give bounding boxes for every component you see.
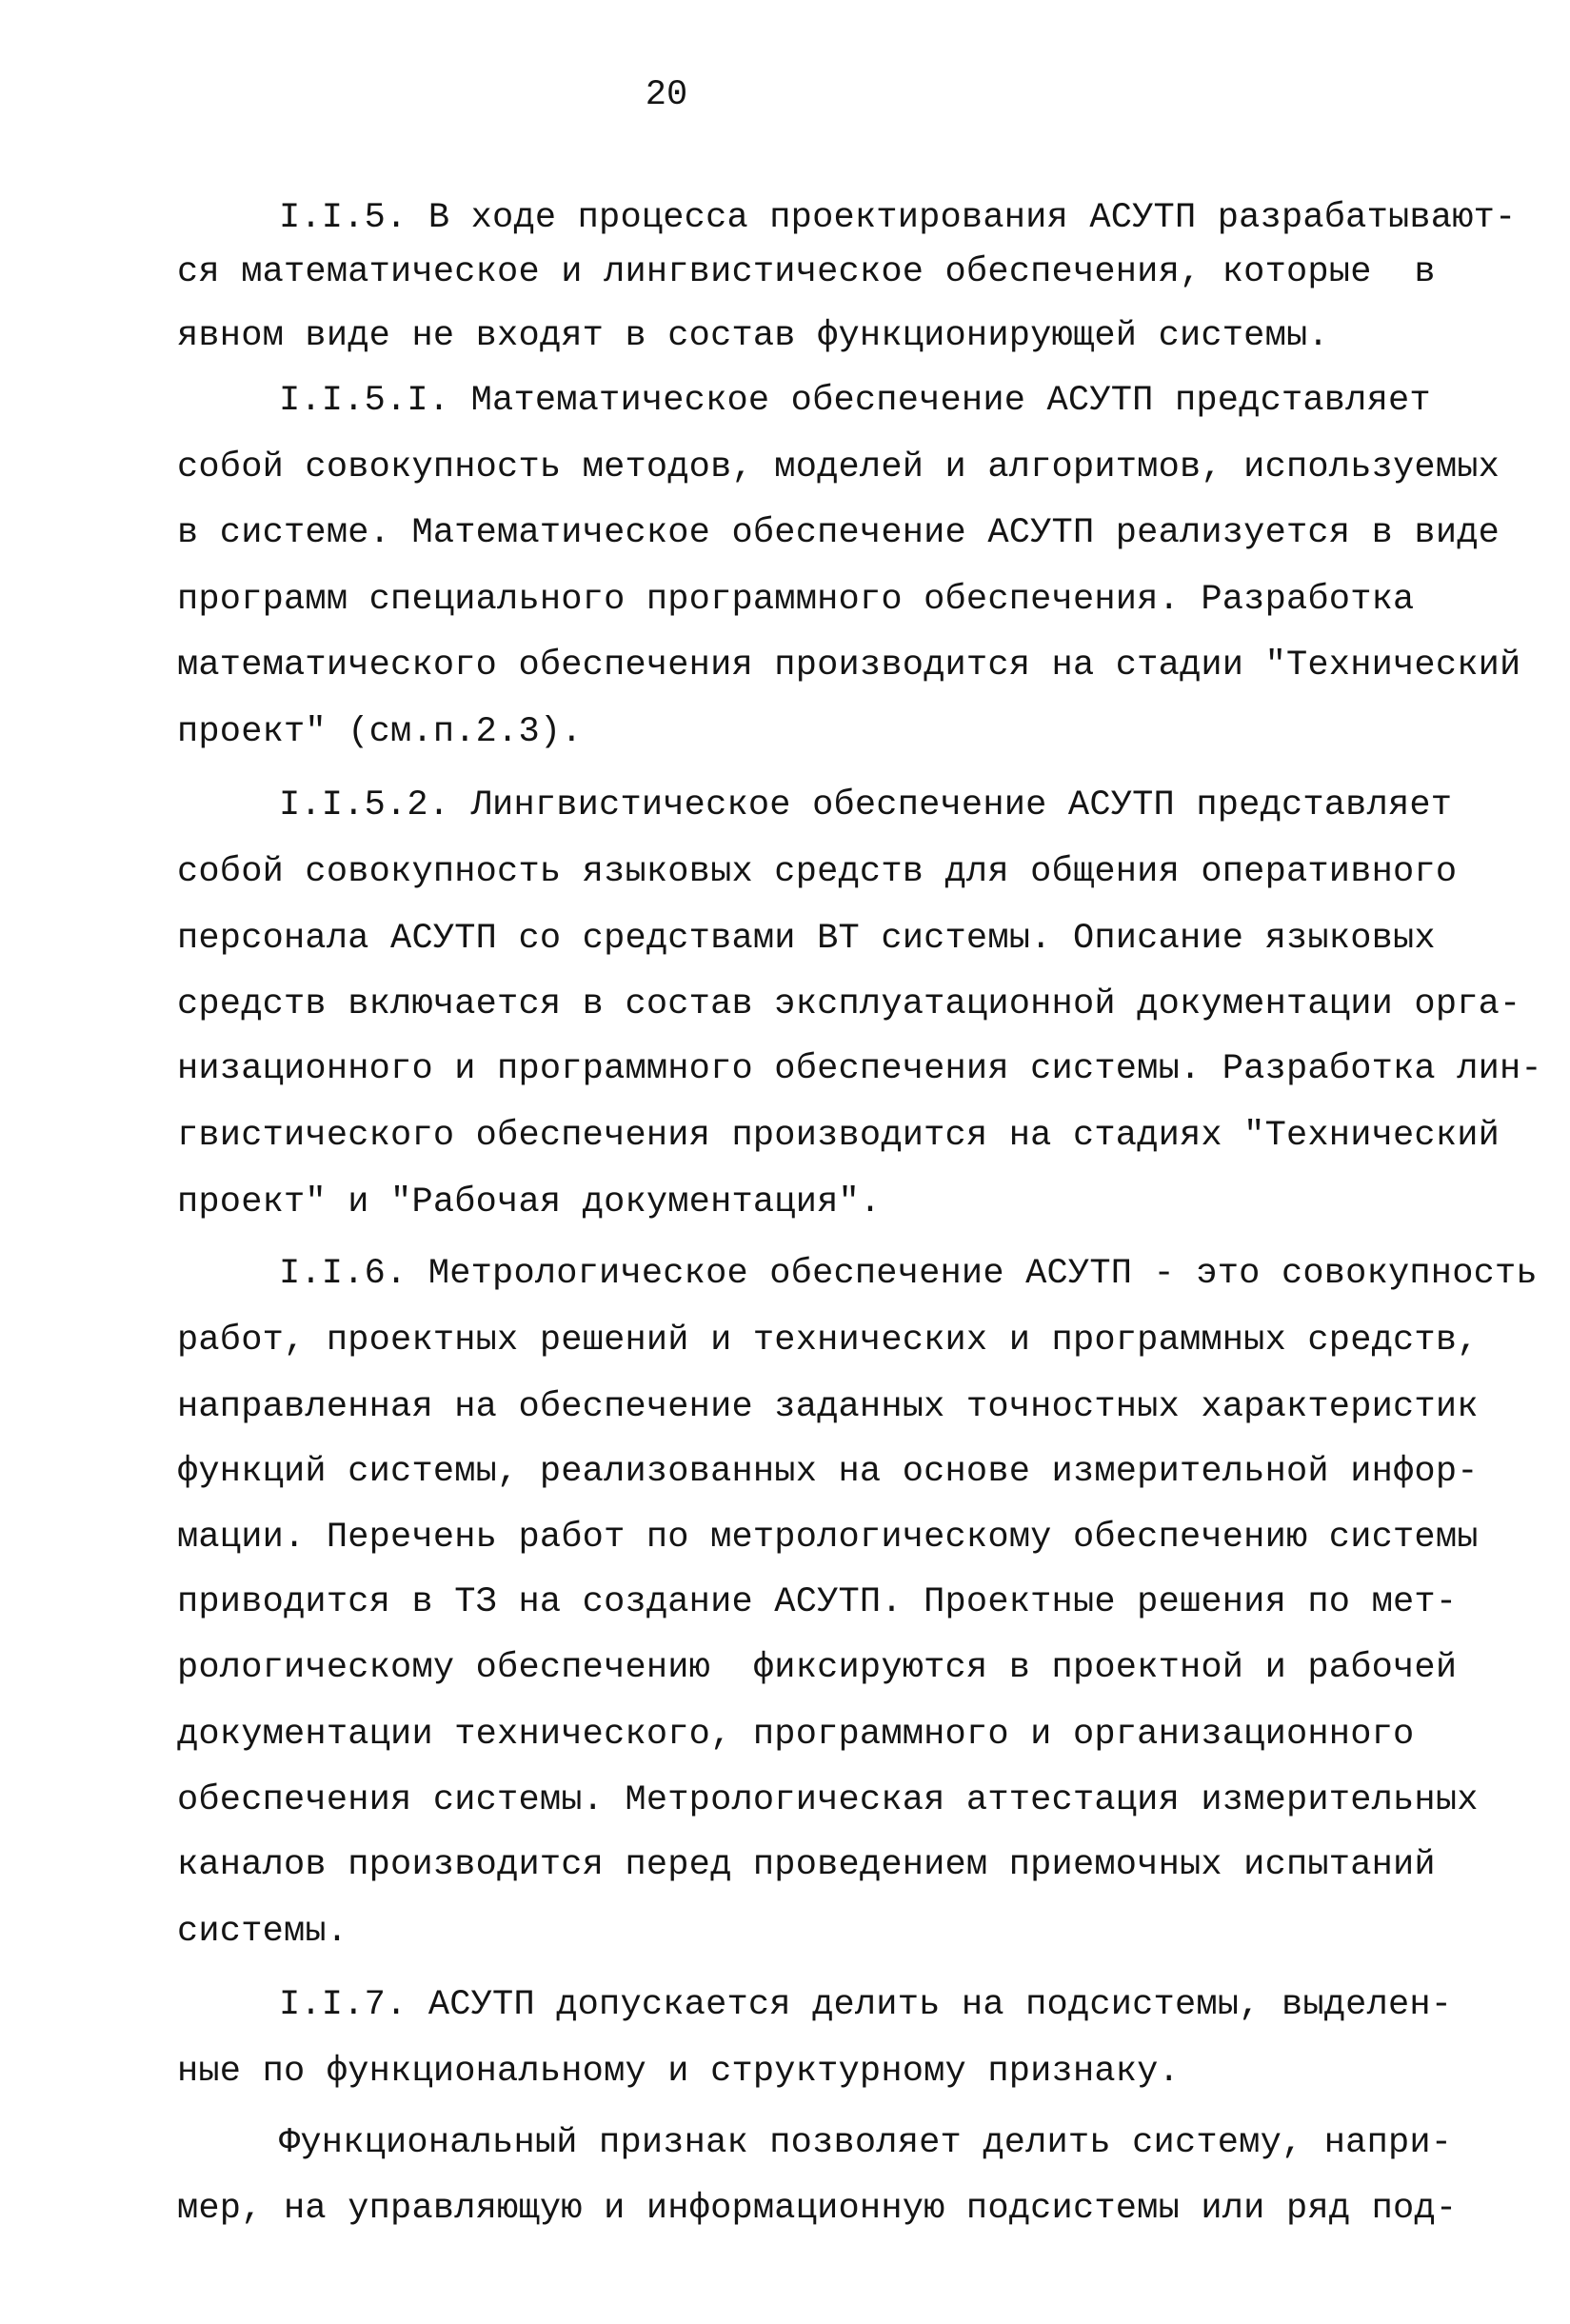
text-line: направленная на обеспечение заданных точностных характеристик bbox=[177, 1387, 1479, 1427]
text-line: работ, проектных решений и технических и программных средств, bbox=[177, 1321, 1479, 1361]
text-line: проект" (см.п.2.3). bbox=[177, 712, 583, 752]
text-line: собой совокупность методов, моделей и алгоритмов, используемых bbox=[177, 447, 1500, 487]
text-line: каналов производится перед проведением приемочных испытаний bbox=[177, 1845, 1436, 1885]
text-line: ные по функциональному и структурному признаку. bbox=[177, 2052, 1180, 2092]
text-line: средств включается в состав эксплуатационной документации орга- bbox=[177, 984, 1521, 1024]
text-line: I.I.5.I. Математическое обеспечение АСУТП представляет bbox=[279, 381, 1431, 421]
text-line: рологическому обеспечению фиксируются в проектной и рабочей bbox=[177, 1648, 1458, 1688]
text-line: проект" и "Рабочая документация". bbox=[177, 1182, 882, 1222]
text-line: собой совокупность языковых средств для общения оперативного bbox=[177, 852, 1458, 892]
text-line: функций системы, реализованных на основе измерительной инфор- bbox=[177, 1452, 1479, 1492]
text-line: ся математическое и лингвистическое обеспечения, которые в bbox=[177, 252, 1436, 292]
text-line: мер, на управляющую и информационную подсистемы или ряд под- bbox=[177, 2189, 1458, 2229]
page-number: 20 bbox=[645, 75, 688, 115]
text-line: мации. Перечень работ по метрологическому обеспечению системы bbox=[177, 1518, 1479, 1558]
text-line: персонала АСУТП со средствами ВТ системы. Описание языковых bbox=[177, 919, 1436, 959]
text-line: низационного и программного обеспечения системы. Разработка лин- bbox=[177, 1049, 1542, 1089]
text-line: I.I.7. АСУТП допускается делить на подсистемы, выделен- bbox=[279, 1985, 1453, 2025]
text-line: документации технического, программного и организационного bbox=[177, 1715, 1415, 1755]
text-line: математического обеспечения производится на стадии "Технический bbox=[177, 646, 1521, 685]
text-line: гвистического обеспечения производится на стадиях "Технический bbox=[177, 1116, 1500, 1156]
text-line: программ специального программного обеспечения. Разработка bbox=[177, 580, 1415, 620]
text-line: в системе. Математическое обеспечение АСУТП реализуется в виде bbox=[177, 513, 1500, 553]
text-line: I.I.6. Метрологическое обеспечение АСУТП - это совокупность bbox=[279, 1254, 1538, 1294]
text-line: обеспечения системы. Метрологическая аттестация измерительных bbox=[177, 1780, 1479, 1820]
text-line: I.I.5.2. Лингвистическое обеспечение АСУТП представляет bbox=[279, 785, 1453, 825]
text-line: I.I.5. В ходе процесса проектирования АСУТП разрабатывают- bbox=[279, 198, 1517, 238]
text-line: приводится в ТЗ на создание АСУТП. Проектные решения по мет- bbox=[177, 1582, 1458, 1622]
text-line: системы. bbox=[177, 1912, 348, 1952]
text-line: явном виде не входят в состав функционирующей системы. bbox=[177, 316, 1329, 356]
text-line: Функциональный признак позволяет делить систему, напри- bbox=[279, 2123, 1453, 2163]
